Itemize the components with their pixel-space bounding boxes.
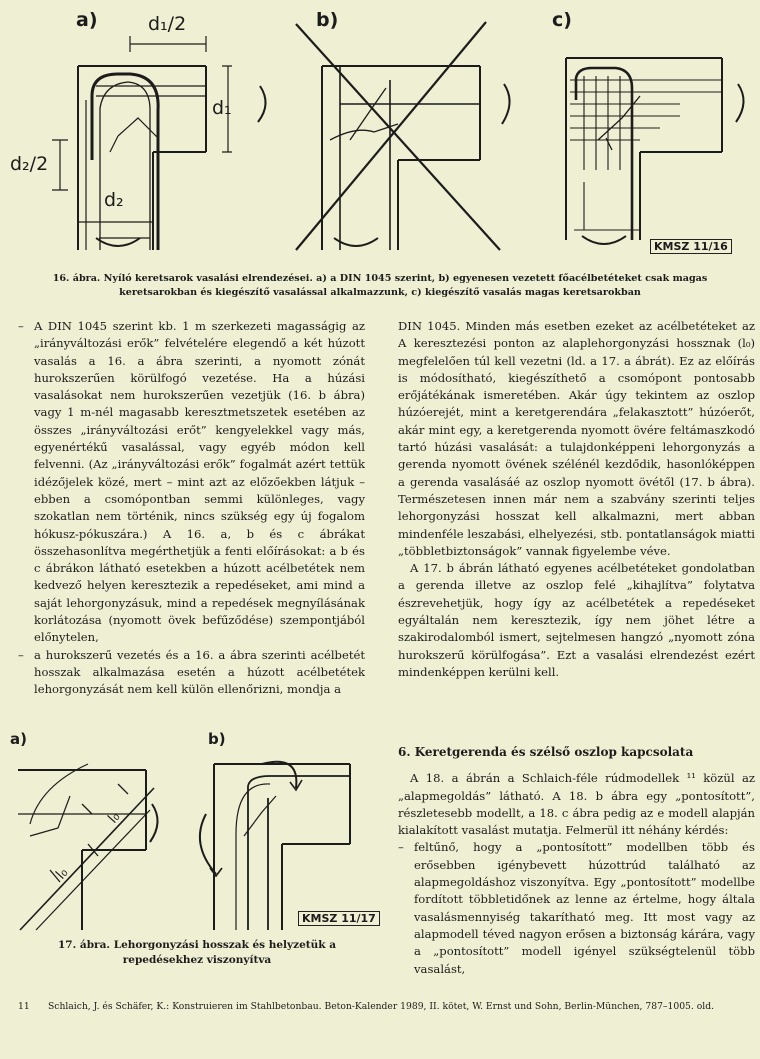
bullet-dash: – [18, 647, 24, 662]
fig17b-rebar [248, 776, 350, 930]
figure-16 [0, 0, 760, 268]
fig16-label-c: c) [552, 9, 572, 31]
fig17-caption [18, 938, 376, 968]
right-item-3-text: feltűnő, hogy a „pontosított” modellben több és erősebben igénybevett húzottrúd található az alapmegoldáshoz viszonyítva. Egy „pontosított” modellbe fordított többletidőnek az lenne az értelme, hogy általa vasalásmennyiség takarítható meg. Itt most vagy az alapmodell téved nagyon erősen a biztonság kárára, vagy a „pontosított” modell igényel szükségtelenül több vasalást, [414, 840, 755, 976]
fig16-caption-number: 16. ábra. [52, 273, 101, 284]
right-para-1: DIN 1045. Minden más esetben ezeket az acélbetéteket az A keresztezési ponton az alaplehorgonyzási hossznak (l₀) megfelelően túl kell vezetni (ld. a 17. a ábrát). Ez az előírás is módosítható, kiegészíthető a csomópont pontosabb erőjátékának ismeretében. Akár úgy tekintem az oszlop húzóerejét, mint a keretgerendára „felakasztott” húzóerőt, akár mint egy, a keretgerenda nyomott övére feltámaszkodó tartó húzási vasalását: a tulajdonképpeni lehorgonyzás a gerenda nyomott övének szélénél kezdődik, hasonlóképpen a gerenda vasalásáé az oszlop nyomott övétől (17. b ábra). Természetesen innen már nem a szabvány szerinti teljes lehorgonyzási hosszat kell alkalmazni, mert abban mindenféle leszabási, elhelyezési, stb. pontatlanságok miatti „többletbiztonságok” vannak figyelembe véve. [398, 319, 755, 558]
right-column-top [398, 318, 755, 681]
fig17-label-a: a) [10, 730, 27, 748]
footnote [18, 1000, 756, 1014]
list-item [18, 647, 365, 699]
right-para-3: A 18. a ábrán a Schlaich-féle rúdmodellek ¹¹ közül az „alapmegoldás” látható. A 18. b ábra egy „pontosított”, részletesebb modellt, a 18. c ábra pedig az e modell alapján kialakított vasalást mutatja. Felmerül itt néhány kérdés: [398, 771, 755, 838]
bullet-dash: – [18, 319, 24, 333]
left-item-1-text: A DIN 1045 szerint kb. 1 m szerkezeti magasságig az „irányváltozási erők” felvételére elegendő a két húzott vasalás a 16. a ábra szerinti, a nyomott zónát hurokszerűen körülfogó vezetése. Ha a húzási vasalásokat nem hurokszerűen vezetjük (16. b ábra) vagy 1 m-nél magasabb keresztmetszetek esetében az összes „irányváltozási erőt” kengyelekkel vagy más, egyenértékű vasalással, vagy egyéb módon kell felvenni. (Az „irányváltozási erők” fogalmát azért tettük idézőjelek közé, mert – mint azt az előzőekben látjuk – ebben a csomópontban semmi különleges, vagy szokatlan nem történik, nincs szükség egy új fogalom hókusz-pókuszára.) A 16. a, b és c ábrákat összehasonlítva megérthetjük a fenti előírásokat: a b és c ábrákon látható esetekben a húzott acélbetétek nem kedvező helyen keresztezik a repedéseket, ami mind a saját lehorgonyzásuk, mind a repedések megnyílásának korlátozása (nyomott övek befűződése) szempontjából előnytelen, [34, 319, 365, 645]
left-column [18, 318, 365, 699]
list-item [18, 318, 365, 647]
section-title: 6. Keretgerenda és szélső oszlop kapcsolata [398, 745, 694, 759]
fig16-dim-d1: d₁ [212, 97, 232, 119]
fig16-dim-d2-half: d₂/2 [10, 153, 49, 175]
fig17-dim-l0-upper: l₀ [105, 808, 124, 827]
fig17a-frame [18, 770, 146, 930]
right-para-2: A 17. b ábrán látható egyenes acélbetéteket gondolatban a gerenda illetve az oszlop felé „kihajlítva” folytatva észrevehetjük, hogy így az acélbetétek a repedéseket egyáltalán nem keresztezik, így nem jöhet létre a szakirodalomból ismert, sejtelmesen hangzó „nyomott zóna hurokszerű körülfogása”. Ezt a vasalási elrendezést ezért mindenképpen kerülni kell. [398, 561, 755, 679]
fig16-caption [20, 272, 740, 300]
fig16c-frame [566, 58, 722, 240]
fig16-label-a: a) [76, 9, 98, 31]
fig17-dim-l0-lower: l₀ [53, 864, 72, 883]
figure-17 [0, 724, 390, 934]
fig17b-frame [214, 764, 350, 930]
right-column-bottom [398, 744, 755, 978]
fig16-dim-d2: d₂ [104, 189, 124, 211]
list-item [398, 839, 755, 977]
footnote-text: Schlaich, J. és Schäfer, K.: Konstruieren im Stahlbetonbau. Beton-Kalender 1989, II. kötet, W. Ernst und Sohn, Berlin-München, 787–1005. old. [48, 1001, 715, 1012]
fig16-stamp: KMSZ 11/16 [650, 239, 732, 254]
footnote-number: 11 [18, 1001, 30, 1012]
fig17-stamp: KMSZ 11/17 [298, 911, 380, 926]
left-item-2-text: a hurokszerű vezetés és a 16. a ábra szerinti acélbetét hosszak alkalmazása esetén a húzott acélbetétek lehorgonyzását nem kell külön ellenőrizni, mondja a [34, 647, 365, 697]
bullet-dash: – [398, 840, 404, 855]
fig16-label-b: b) [316, 9, 339, 31]
fig16-caption-text: Nyíló keretsarok vasalási elrendezései. a) a DIN 1045 szerint, b) egyenesen vezetett főacélbetéteket csak magas keretsarokban és kiegészítő vasalással alkalmazzunk, c) kiegészítő vasalás magas keretsarokban [103, 273, 708, 298]
fig17-label-b: b) [208, 730, 226, 748]
fig16b-frame [322, 66, 480, 250]
fig17-caption-number: 17. ábra. [57, 939, 111, 951]
fig16-dim-d1-half: d₁/2 [148, 13, 187, 35]
fig17-caption-text: Lehorgonyzási hosszak és helyzetük a repedésekhez viszonyítva [113, 939, 337, 966]
